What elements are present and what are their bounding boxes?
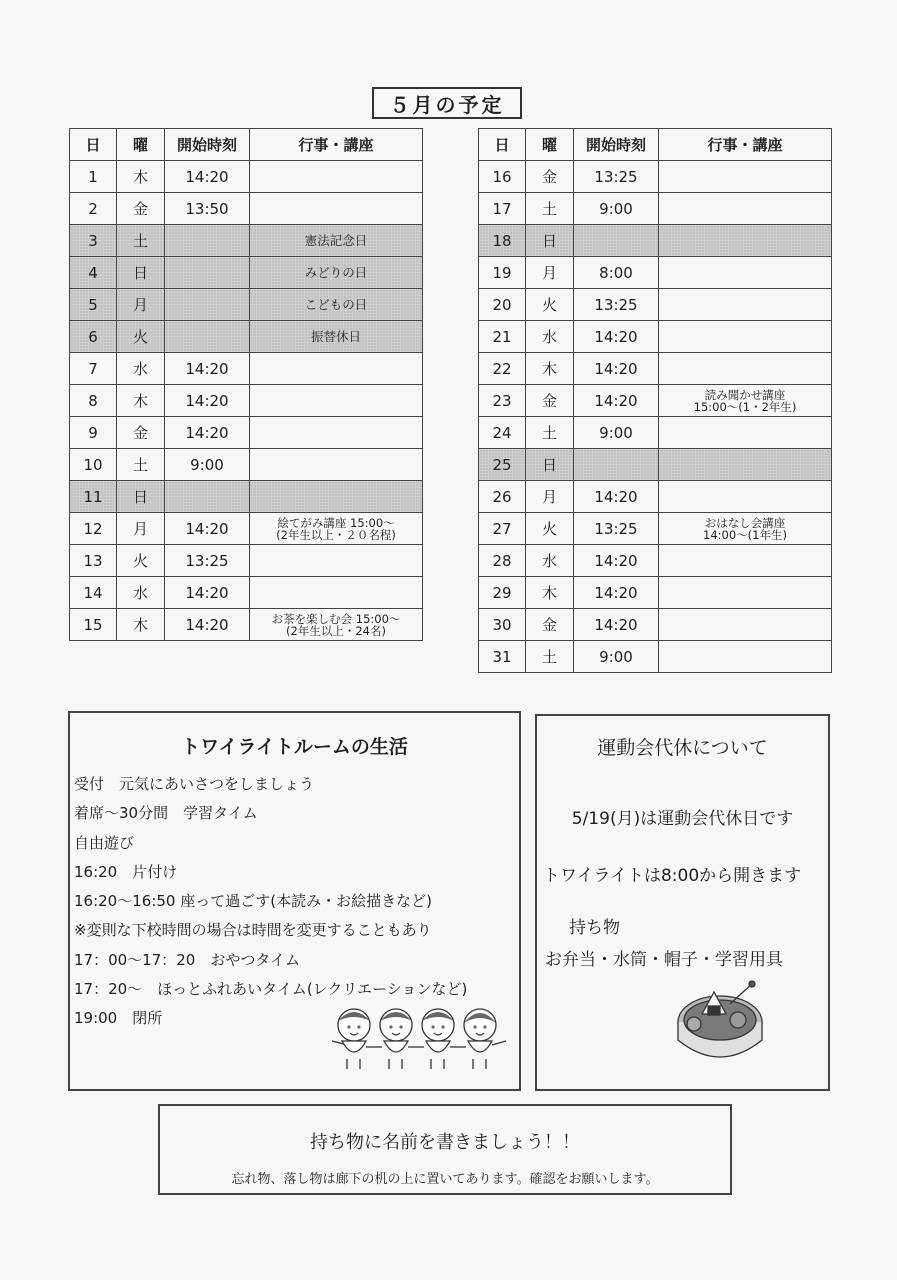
event-cell — [250, 193, 423, 225]
event-cell — [250, 449, 423, 481]
start-time-cell — [165, 289, 250, 321]
header-day: 日 — [479, 129, 526, 161]
table-row — [479, 417, 832, 449]
event-cell — [250, 225, 423, 257]
table-row — [70, 577, 423, 609]
event-line: おはなし会講座 — [704, 515, 786, 530]
table-header-row — [70, 129, 423, 161]
table-row — [70, 545, 423, 577]
start-time-cell: 13:25 — [574, 289, 659, 321]
start-time-cell: 14:20 — [574, 481, 659, 513]
weekday-cell: 水 — [117, 577, 165, 609]
day-cell: 4 — [70, 257, 117, 289]
day-cell: 24 — [479, 417, 526, 449]
table-row — [479, 257, 832, 289]
start-time-cell: 14:20 — [165, 353, 250, 385]
weekday-cell: 火 — [117, 545, 165, 577]
list-item: 19:00 閉所 — [74, 1009, 163, 1028]
event-cell — [659, 289, 832, 321]
weekday-cell: 土 — [526, 193, 574, 225]
weekday-cell: 金 — [117, 193, 165, 225]
header-day: 日 — [70, 129, 117, 161]
header-weekday: 曜 — [117, 129, 165, 161]
holiday-notice: 5/19(月)は運動会代休日です — [571, 809, 794, 829]
table-row — [70, 353, 423, 385]
weekday-cell: 木 — [526, 577, 574, 609]
day-cell: 13 — [70, 545, 117, 577]
list-item: ※変則な下校時間の場合は時間を変更することもあり — [74, 921, 432, 940]
start-time-cell: 14:20 — [165, 609, 250, 641]
weekday-cell: 木 — [117, 609, 165, 641]
start-time-cell: 14:20 — [574, 545, 659, 577]
event-line: お茶を楽しむ会 15:00～ — [271, 611, 401, 626]
event-line: みどりの日 — [304, 264, 368, 280]
names-title: 持ち物に名前を書きましょう！！ — [310, 1132, 580, 1153]
day-cell: 17 — [479, 193, 526, 225]
table-row — [479, 545, 832, 577]
day-cell: 16 — [479, 161, 526, 193]
day-cell: 28 — [479, 545, 526, 577]
items-heading: 持ち物 — [569, 918, 620, 938]
table-row — [479, 353, 832, 385]
start-time-cell: 13:25 — [165, 545, 250, 577]
event-cell — [659, 161, 832, 193]
table-row — [70, 385, 423, 417]
day-cell: 12 — [70, 513, 117, 545]
event-cell — [659, 417, 832, 449]
event-cell — [659, 641, 832, 673]
weekday-cell: 月 — [526, 481, 574, 513]
weekday-cell: 金 — [526, 609, 574, 641]
start-time-cell: 9:00 — [574, 417, 659, 449]
header-event: 行事・講座 — [250, 129, 423, 161]
day-cell: 20 — [479, 289, 526, 321]
list-item: 受付 元気にあいさつをしましょう — [74, 775, 315, 793]
event-cell — [659, 513, 832, 545]
event-cell — [659, 225, 832, 257]
event-cell — [659, 385, 832, 417]
weekday-cell: 火 — [526, 289, 574, 321]
start-time-cell: 13:25 — [574, 161, 659, 193]
table-row — [70, 161, 423, 193]
table-row — [479, 609, 832, 641]
day-cell: 19 — [479, 257, 526, 289]
weekday-cell: 月 — [117, 513, 165, 545]
table-row — [479, 161, 832, 193]
day-cell: 31 — [479, 641, 526, 673]
children-holding-hands-icon — [330, 1003, 510, 1071]
day-cell: 7 — [70, 353, 117, 385]
day-cell: 21 — [479, 321, 526, 353]
start-time-cell: 14:20 — [165, 513, 250, 545]
event-cell — [659, 353, 832, 385]
weekday-cell: 木 — [526, 353, 574, 385]
weekday-cell: 土 — [117, 449, 165, 481]
weekday-cell: 木 — [117, 161, 165, 193]
table-row — [479, 577, 832, 609]
header-start-time: 開始時刻 — [574, 129, 659, 161]
table-row — [479, 289, 832, 321]
header-start-time: 開始時刻 — [165, 129, 250, 161]
weekday-cell: 木 — [117, 385, 165, 417]
list-item: 17：00～17：20 おやつタイム — [74, 950, 301, 969]
event-line: 振替休日 — [310, 328, 361, 344]
day-cell: 22 — [479, 353, 526, 385]
start-time-cell: 14:20 — [574, 577, 659, 609]
start-time-cell — [165, 225, 250, 257]
day-cell: 23 — [479, 385, 526, 417]
page-title: ５月の予定 — [372, 87, 522, 119]
header-event: 行事・講座 — [659, 129, 832, 161]
event-line: こどもの日 — [304, 296, 368, 312]
day-cell: 11 — [70, 481, 117, 513]
table-row — [479, 513, 832, 545]
table-row — [70, 257, 423, 289]
items-list: お弁当・水筒・帽子・学習用具 — [545, 950, 783, 970]
event-cell — [250, 289, 423, 321]
twilight-schedule-list — [74, 770, 467, 1034]
event-cell — [250, 609, 423, 641]
weekday-cell: 月 — [117, 289, 165, 321]
table-row — [70, 449, 423, 481]
day-cell: 25 — [479, 449, 526, 481]
weekday-cell: 土 — [526, 641, 574, 673]
weekday-cell: 水 — [117, 353, 165, 385]
start-time-cell — [165, 321, 250, 353]
day-cell: 9 — [70, 417, 117, 449]
day-cell: 5 — [70, 289, 117, 321]
event-detail-line: (2年生以上・２０名程) — [276, 527, 396, 542]
list-item: 自由遊び — [74, 833, 135, 852]
sports-day-title: 運動会代休について — [597, 737, 768, 759]
start-time-cell — [165, 481, 250, 513]
schedule-body-right — [479, 161, 832, 673]
lost-and-found-note: 忘れ物、落し物は廊下の机の上に置いてあります。確認をお願いします。 — [231, 1172, 659, 1187]
start-time-cell: 14:20 — [165, 577, 250, 609]
table-row — [70, 321, 423, 353]
event-cell — [250, 577, 423, 609]
event-line: 憲法記念日 — [304, 232, 368, 248]
day-cell: 8 — [70, 385, 117, 417]
event-cell — [250, 353, 423, 385]
table-row — [479, 449, 832, 481]
day-cell: 10 — [70, 449, 117, 481]
list-item: 16:20 片付け — [74, 862, 178, 881]
event-cell — [250, 545, 423, 577]
event-cell — [659, 193, 832, 225]
day-cell: 1 — [70, 161, 117, 193]
weekday-cell: 月 — [526, 257, 574, 289]
table-row — [70, 609, 423, 641]
event-cell — [659, 257, 832, 289]
event-line: 読み聞かせ講座 — [704, 387, 786, 402]
weekday-cell: 金 — [526, 161, 574, 193]
start-time-cell — [574, 449, 659, 481]
weekday-cell: 水 — [526, 545, 574, 577]
event-cell — [250, 385, 423, 417]
schedule-body-left — [70, 161, 423, 641]
event-cell — [659, 609, 832, 641]
day-cell: 18 — [479, 225, 526, 257]
start-time-cell: 14:20 — [165, 417, 250, 449]
table-row — [479, 385, 832, 417]
table-row — [70, 417, 423, 449]
list-item: 16:20～16:50 座って過ごす(本読み・お絵描きなど) — [74, 892, 432, 911]
table-row — [70, 225, 423, 257]
table-row — [479, 481, 832, 513]
start-time-cell: 14:20 — [574, 353, 659, 385]
sports-day-holiday-box — [535, 714, 830, 1091]
event-detail-line: (2年生以上・24名) — [286, 623, 386, 638]
schedule-table-right — [478, 128, 832, 673]
day-cell: 3 — [70, 225, 117, 257]
day-cell: 15 — [70, 609, 117, 641]
twilight-title: トワイライトルームの生活 — [181, 736, 408, 758]
start-time-cell: 14:20 — [574, 321, 659, 353]
table-row — [479, 225, 832, 257]
day-cell: 27 — [479, 513, 526, 545]
table-row — [479, 641, 832, 673]
day-cell: 26 — [479, 481, 526, 513]
day-cell: 2 — [70, 193, 117, 225]
event-cell — [250, 417, 423, 449]
weekday-cell: 日 — [117, 481, 165, 513]
weekday-cell: 金 — [526, 385, 574, 417]
event-cell — [250, 161, 423, 193]
table-header-row — [479, 129, 832, 161]
table-row — [70, 193, 423, 225]
event-cell — [659, 321, 832, 353]
start-time-cell: 9:00 — [574, 193, 659, 225]
event-cell — [659, 545, 832, 577]
day-cell: 30 — [479, 609, 526, 641]
twilight-room-box — [68, 711, 521, 1091]
weekday-cell: 土 — [117, 225, 165, 257]
weekday-cell: 土 — [526, 417, 574, 449]
schedule-table-left — [69, 128, 423, 641]
table-row — [479, 321, 832, 353]
event-cell — [659, 449, 832, 481]
event-cell — [250, 257, 423, 289]
table-row — [70, 513, 423, 545]
start-time-cell: 8:00 — [574, 257, 659, 289]
start-time-cell: 14:20 — [165, 161, 250, 193]
table-row — [70, 481, 423, 513]
list-item: 17：20～ ほっとふれあいタイム(レクリエーションなど) — [74, 980, 468, 999]
bento-box-icon — [672, 974, 772, 1066]
header-weekday: 曜 — [526, 129, 574, 161]
event-detail-line: 14:00～(1年生) — [703, 527, 787, 542]
table-row — [479, 193, 832, 225]
list-item: 着席～30分間 学習タイム — [74, 804, 258, 823]
day-cell: 14 — [70, 577, 117, 609]
start-time-cell: 9:00 — [574, 641, 659, 673]
event-cell — [250, 321, 423, 353]
start-time-cell: 14:20 — [165, 385, 250, 417]
label-belongings-box — [158, 1104, 732, 1195]
event-line: 絵てがみ講座 15:00～ — [277, 515, 395, 530]
day-cell: 29 — [479, 577, 526, 609]
weekday-cell: 火 — [526, 513, 574, 545]
start-time-cell: 14:20 — [574, 609, 659, 641]
event-cell — [659, 577, 832, 609]
event-cell — [250, 481, 423, 513]
event-detail-line: 15:00～(1・2年生) — [693, 399, 797, 414]
weekday-cell: 火 — [117, 321, 165, 353]
start-time-cell — [165, 257, 250, 289]
weekday-cell: 日 — [526, 225, 574, 257]
event-cell — [659, 481, 832, 513]
opening-time-notice: トワイライトは8:00から開きます — [543, 866, 802, 886]
start-time-cell: 14:20 — [574, 385, 659, 417]
weekday-cell: 日 — [526, 449, 574, 481]
weekday-cell: 日 — [117, 257, 165, 289]
start-time-cell: 13:50 — [165, 193, 250, 225]
weekday-cell: 水 — [526, 321, 574, 353]
table-row — [70, 289, 423, 321]
event-cell — [250, 513, 423, 545]
day-cell: 6 — [70, 321, 117, 353]
start-time-cell: 13:25 — [574, 513, 659, 545]
start-time-cell — [574, 225, 659, 257]
weekday-cell: 金 — [117, 417, 165, 449]
start-time-cell: 9:00 — [165, 449, 250, 481]
